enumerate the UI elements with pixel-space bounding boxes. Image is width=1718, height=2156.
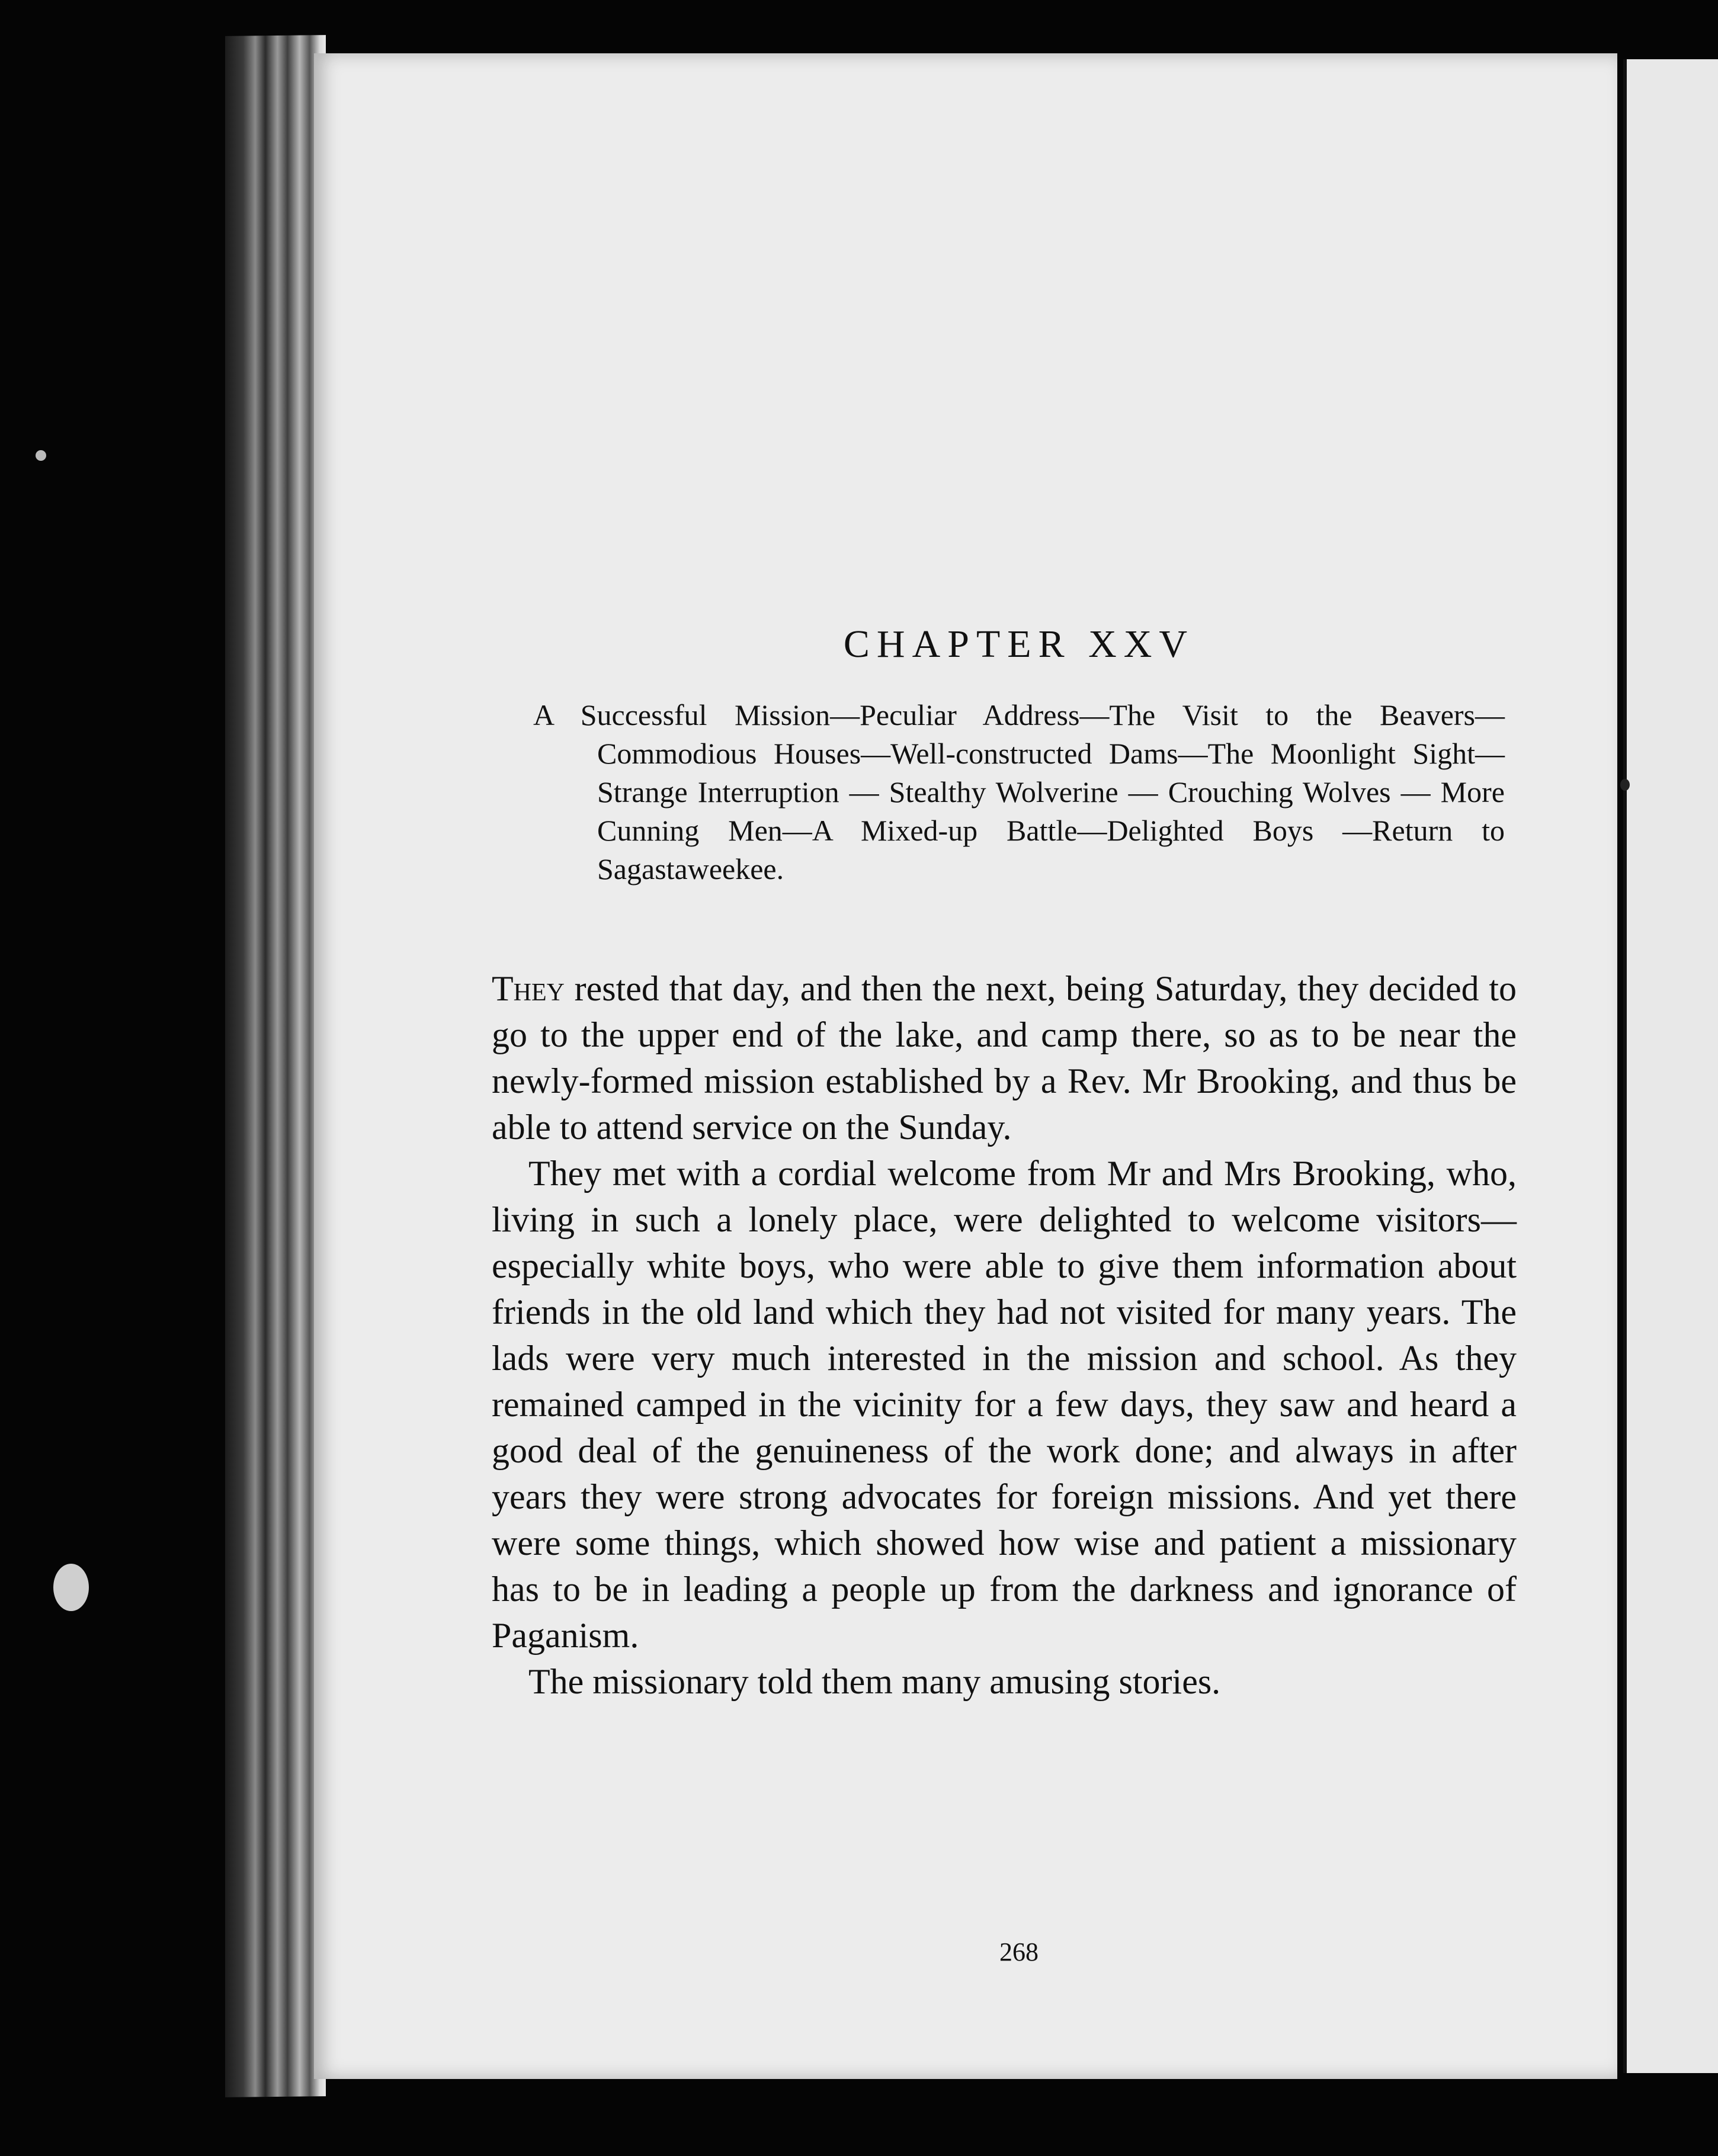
- paragraph-1-text: rested that day, and then the next, being Saturday, they decided to go to the upper end of the lake, and camp there, so as to be near the newly-formed mission established by a Rev. Mr Brooking, and thus be able to attend service on the Sunday.: [492, 969, 1517, 1147]
- scan-speck: [1620, 779, 1630, 791]
- chapter-title: CHAPTER XXV: [843, 623, 1195, 666]
- body-text: [492, 965, 1517, 1705]
- paragraph-2: They met with a cordial welcome from Mr and Mrs Brooking, who, living in such a lonely place, were delighted to welcome visitors—especially white boys, who were able to give them information about friends in the old land which they had not visited for many years. The lads were very much interested in the mission and school. As they remained camped in the vicinity for a few days, they saw and heard a good deal of the genuineness of the work done; and always in after years they were strong advocates for foreign missions. And yet there were some things, which showed how wise and patient a missionary has to be in leading a people up from the darkness and ignorance of Paganism.: [492, 1154, 1517, 1655]
- page-number: 268: [999, 1937, 1039, 1966]
- book-page: [314, 53, 1617, 2079]
- scan-speck: [36, 450, 46, 461]
- scan-speck: [53, 1564, 89, 1611]
- paragraph-lead-word: They: [492, 969, 565, 1008]
- facing-page: [1623, 59, 1718, 2073]
- book-page-edges: [225, 35, 326, 2097]
- paragraph-3: The missionary told them many amusing stories.: [528, 1662, 1221, 1701]
- paragraph-1: [492, 965, 1517, 1150]
- chapter-synopsis: A Successful Mission—Peculiar Address—The Visit to the Beavers—Commodious Houses—Well-constructed Dams—The Moonlight Sight—Strange Interruption — Stealthy Wolverine — Crouching Wolves — More Cunning Men—A Mixed-up Battle—Delighted Boys —Return to Sagastaweekee.: [533, 698, 1505, 886]
